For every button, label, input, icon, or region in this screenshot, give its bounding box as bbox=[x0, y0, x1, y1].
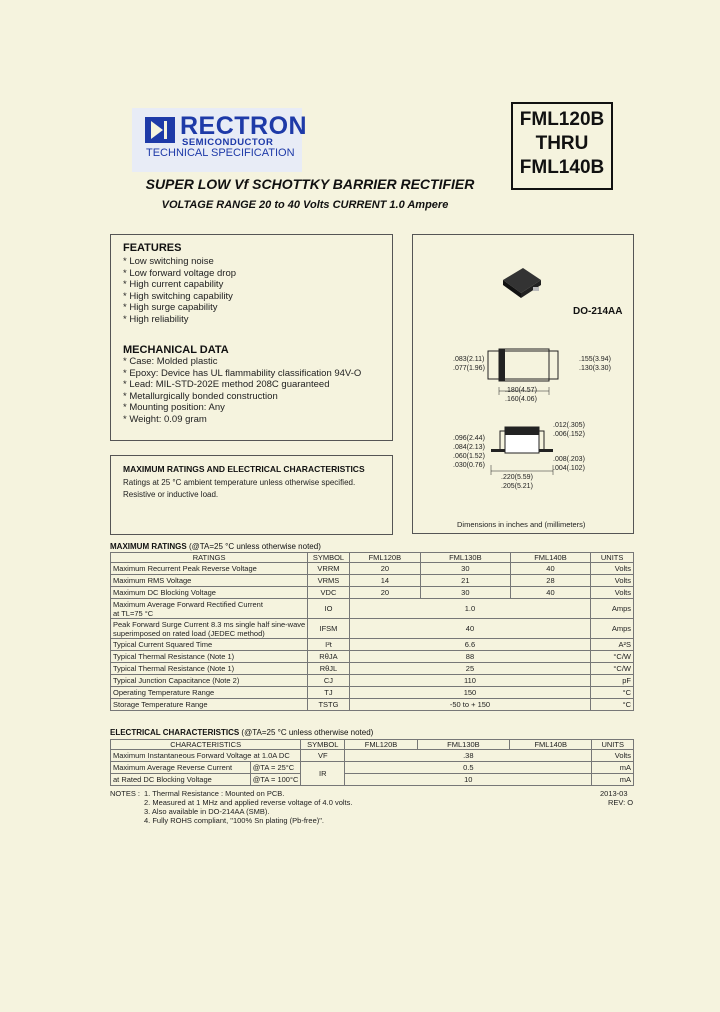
list-item: * High current capability bbox=[123, 279, 224, 291]
list-item: * Metallurgically bonded construction bbox=[123, 390, 278, 402]
list-item: * Weight: 0.09 gram bbox=[123, 413, 207, 425]
list-item: * High surge capability bbox=[123, 302, 218, 314]
part-thru: THRU bbox=[535, 133, 589, 154]
brand-name: RECTRON bbox=[180, 112, 308, 140]
dim-label: .008(.203) .004(.102) bbox=[553, 456, 585, 472]
max-ratings-table bbox=[110, 552, 634, 711]
dim-label: .220(5.59) .205(5.21) bbox=[501, 474, 533, 490]
mechanical-heading: MECHANICAL DATA bbox=[123, 344, 229, 356]
dim-label: .155(3.94) .130(3.30) bbox=[579, 356, 611, 372]
dimensions-note: Dimensions in inches and (millimeters) bbox=[457, 520, 586, 529]
package-name: DO-214AA bbox=[573, 306, 623, 317]
table-row: Peak Forward Surge Current 8.3 ms single half sine-wave superimposed on rated load (JEDEC method) IFSM 40 Amps bbox=[111, 619, 634, 639]
table-row: Maximum DC Blocking Voltage VDC 20 30 40 Volts bbox=[111, 587, 634, 599]
list-item: * Case: Molded plastic bbox=[123, 356, 218, 367]
note-item: 2. Measured at 1 MHz and applied reverse voltage of 4.0 volts. bbox=[144, 798, 353, 807]
table-row: Maximum Instantaneous Forward Voltage at 1.0A DC VF .38 Volts bbox=[111, 750, 634, 762]
ratings-conditions bbox=[123, 477, 355, 501]
note-item: 4. Fully ROHS compliant, "100% Sn plating (Pb-free)". bbox=[144, 816, 324, 825]
mechanical-list bbox=[123, 356, 361, 426]
elec-char-table bbox=[110, 739, 634, 786]
table-header-row: CHARACTERISTICS SYMBOL FML120B FML130B FML140B UNITS bbox=[111, 740, 634, 750]
part-from: FML120B bbox=[519, 109, 605, 130]
elec-char-title: ELECTRICAL CHARACTERISTICS (@TA=25 °C unless otherwise noted) bbox=[110, 728, 374, 737]
conditions-line: Ratings at 25 °C ambient temperature unless otherwise specified. bbox=[123, 478, 356, 487]
note-item: 1. Thermal Resistance : Mounted on PCB. bbox=[144, 789, 285, 798]
dim-label: .083(2.11) .077(1.96) bbox=[453, 356, 485, 372]
dim-label: .096(2.44) .084(2.13) .060(1.52) .030(0.76) bbox=[453, 435, 485, 469]
list-item: * Lead: MIL-STD-202E method 208C guaranteed bbox=[123, 379, 330, 391]
revision-code: REV: O bbox=[608, 798, 634, 807]
features-box bbox=[110, 234, 393, 441]
dim-label: .180(4.57) .160(4.06) bbox=[505, 387, 537, 403]
note-item: 3. Also available in DO-214AA (SMB). bbox=[144, 807, 270, 816]
list-item: * Low forward voltage drop bbox=[123, 267, 237, 279]
list-item: * High switching capability bbox=[123, 290, 233, 302]
table-row: Maximum Recurrent Peak Reverse Voltage VRRM 20 30 40 Volts bbox=[111, 563, 634, 575]
table-row: Storage Temperature Range TSTG -50 to + 150 °C bbox=[111, 699, 634, 711]
brand-subtitle: SEMICONDUCTOR bbox=[182, 137, 274, 148]
features-heading: FEATURES bbox=[123, 242, 182, 254]
table-header-row: RATINGS SYMBOL FML120B FML130B FML140B UNITS bbox=[111, 553, 634, 563]
list-item: * Low switching noise bbox=[123, 256, 214, 267]
max-ratings-title: MAXIMUM RATINGS (@TA=25 °C unless otherwise noted) bbox=[110, 542, 321, 551]
list-item: * High reliability bbox=[123, 313, 189, 325]
table-row: Maximum RMS Voltage VRMS 14 21 28 Volts bbox=[111, 575, 634, 587]
document-subtitle: VOLTAGE RANGE 20 to 40 Volts CURRENT 1.0 Ampere bbox=[161, 199, 449, 211]
list-item: * Mounting position: Any bbox=[123, 402, 225, 414]
ratings-heading: MAXIMUM RATINGS AND ELECTRICAL CHARACTERISTICS bbox=[123, 464, 365, 474]
table-row: Maximum Average Reverse Current @TA = 25°C IR 0.5 mA bbox=[111, 762, 634, 774]
list-item: * Epoxy: Device has UL flammability classification 94V-O bbox=[123, 367, 362, 379]
dim-label: .012(.305) .006(.152) bbox=[553, 422, 585, 438]
table-row: Typical Thermal Resistance (Note 1) RθJL 25 °C/W bbox=[111, 663, 634, 675]
technical-spec-label: TECHNICAL SPECIFICATION bbox=[146, 147, 295, 159]
table-row: Maximum Average Forward Rectified Current at TL=75 °C IO 1.0 Amps bbox=[111, 599, 634, 619]
table-row: at Rated DC Blocking Voltage @TA = 100°C 10 mA bbox=[111, 774, 634, 786]
document-title: SUPER LOW Vf SCHOTTKY BARRIER RECTIFIER bbox=[145, 176, 475, 192]
table-row: Typical Junction Capacitance (Note 2) CJ 110 pF bbox=[111, 675, 634, 687]
conditions-line: Resistive or inductive load. bbox=[123, 490, 219, 499]
table-row: Typical Current Squared Time I²t 6.6 A²S bbox=[111, 639, 634, 651]
ratings-box bbox=[110, 455, 393, 535]
table-row: Typical Thermal Resistance (Note 1) RθJA 88 °C/W bbox=[111, 651, 634, 663]
package-box bbox=[412, 234, 634, 534]
part-to: FML140B bbox=[519, 157, 605, 178]
features-list bbox=[123, 256, 236, 326]
revision-date: 2013-03 bbox=[600, 789, 628, 798]
rectron-logo-icon bbox=[145, 117, 175, 143]
notes-list bbox=[144, 789, 352, 825]
table-row: Operating Temperature Range TJ 150 °C bbox=[111, 687, 634, 699]
notes-label: NOTES : bbox=[110, 789, 141, 798]
